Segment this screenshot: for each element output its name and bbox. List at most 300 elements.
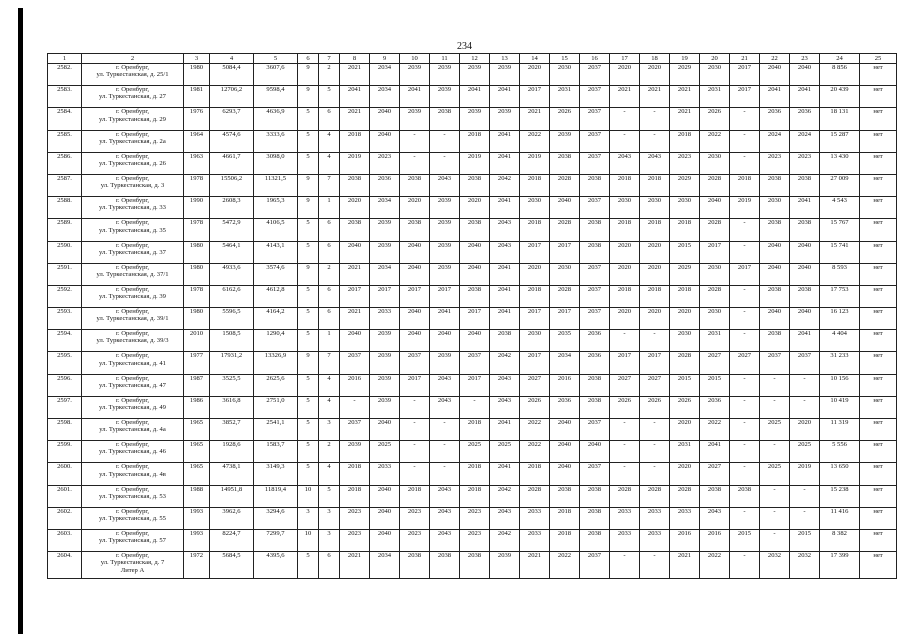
data-cell: 15 741 xyxy=(820,241,860,263)
row-number: 2585. xyxy=(48,130,82,152)
data-cell: 2040 xyxy=(790,308,820,330)
data-cell: нет xyxy=(860,241,897,263)
data-cell: 2041 xyxy=(340,86,370,108)
data-cell: 3607,6 xyxy=(254,64,298,86)
data-cell: 4574,6 xyxy=(210,130,254,152)
data-cell: 2020 xyxy=(520,64,550,86)
data-cell: - xyxy=(430,441,460,463)
data-cell: 2041 xyxy=(430,308,460,330)
data-cell: нет xyxy=(860,552,897,579)
data-cell: 2040 xyxy=(760,263,790,285)
data-cell: 5 xyxy=(298,419,319,441)
data-cell: 2036 xyxy=(370,174,400,196)
data-cell: 2040 xyxy=(790,241,820,263)
data-cell: 2040 xyxy=(370,485,400,507)
address-city: г. Оренбург, xyxy=(115,529,150,537)
data-cell: 1987 xyxy=(184,374,210,396)
address-street: ул. Туркестанская, д. 49 xyxy=(99,404,166,412)
data-cell: 2023 xyxy=(760,152,790,174)
data-cell: 2030 xyxy=(550,64,580,86)
row-number: 2602. xyxy=(48,507,82,529)
data-cell: 31 233 xyxy=(820,352,860,374)
page-edge-bar xyxy=(18,8,23,634)
column-header: 16 xyxy=(580,54,610,64)
column-header: 24 xyxy=(820,54,860,64)
table-row xyxy=(48,507,897,529)
address-cell xyxy=(82,285,184,307)
address-city: г. Оренбург, xyxy=(115,330,150,338)
data-cell: 2020 xyxy=(640,263,670,285)
data-cell: 5 xyxy=(298,108,319,130)
data-cell: 4612,8 xyxy=(254,285,298,307)
data-cell: 2039 xyxy=(370,330,400,352)
data-cell: 2038 xyxy=(400,552,430,579)
data-cell: 9 xyxy=(298,174,319,196)
address-city: г. Оренбург, xyxy=(115,152,150,160)
address-cell xyxy=(82,263,184,285)
data-cell: 2025 xyxy=(790,441,820,463)
data-cell: 2019 xyxy=(790,463,820,485)
data-cell: 2022 xyxy=(700,419,730,441)
address-city: г. Оренбург, xyxy=(115,463,150,471)
address-city: г. Оренбург, xyxy=(115,64,150,71)
address-city: г. Оренбург, xyxy=(115,308,150,316)
data-cell: 5 xyxy=(298,308,319,330)
data-cell: 1 xyxy=(319,330,340,352)
data-cell: 2041 xyxy=(790,330,820,352)
data-cell: 2041 xyxy=(700,441,730,463)
data-cell: 2020 xyxy=(670,308,700,330)
data-cell: - xyxy=(640,130,670,152)
data-cell: 2025 xyxy=(760,419,790,441)
data-cell: 2037 xyxy=(580,197,610,219)
data-cell: 2043 xyxy=(640,152,670,174)
data-cell: 2039 xyxy=(370,241,400,263)
data-cell: 1980 xyxy=(184,64,210,86)
data-cell: 2018 xyxy=(340,485,370,507)
data-cell: 2027 xyxy=(640,374,670,396)
data-cell: - xyxy=(610,330,640,352)
address-cell xyxy=(82,241,184,263)
data-cell: 18 131 xyxy=(820,108,860,130)
data-cell: 2037 xyxy=(580,552,610,579)
data-cell: 2030 xyxy=(700,308,730,330)
data-cell: 5464,1 xyxy=(210,241,254,263)
data-cell: 2017 xyxy=(400,285,430,307)
data-cell: 16 123 xyxy=(820,308,860,330)
data-cell: 2027 xyxy=(730,352,760,374)
table-row xyxy=(48,174,897,196)
data-cell: 5 xyxy=(319,86,340,108)
data-cell: 8 856 xyxy=(820,64,860,86)
data-cell: 5 xyxy=(298,552,319,579)
data-cell: 2039 xyxy=(430,241,460,263)
data-cell: 5 xyxy=(298,219,319,241)
data-cell: нет xyxy=(860,396,897,418)
data-cell: 2018 xyxy=(730,174,760,196)
table-row xyxy=(48,86,897,108)
data-cell: нет xyxy=(860,285,897,307)
data-cell: - xyxy=(430,419,460,441)
data-cell: 2019 xyxy=(730,197,760,219)
data-cell: 2034 xyxy=(370,86,400,108)
data-cell: 4 xyxy=(319,396,340,418)
table-row xyxy=(48,219,897,241)
data-cell: 27 009 xyxy=(820,174,860,196)
address-cell xyxy=(82,441,184,463)
data-cell: 2040 xyxy=(400,308,430,330)
data-cell: 2022 xyxy=(550,552,580,579)
data-cell: - xyxy=(730,507,760,529)
row-number: 2596. xyxy=(48,374,82,396)
data-cell: 1980 xyxy=(184,263,210,285)
column-header: 3 xyxy=(184,54,210,64)
data-cell: 2033 xyxy=(370,308,400,330)
data-cell: 2023 xyxy=(400,529,430,551)
data-cell: 2021 xyxy=(340,552,370,579)
data-cell: 2038 xyxy=(790,174,820,196)
data-cell: 2028 xyxy=(610,485,640,507)
data-cell: 2038 xyxy=(580,174,610,196)
data-cell: 2041 xyxy=(490,152,520,174)
data-cell: 2028 xyxy=(700,174,730,196)
table-row xyxy=(48,64,897,86)
data-cell: 2040 xyxy=(340,330,370,352)
data-cell: 2031 xyxy=(670,441,700,463)
data-cell: 2038 xyxy=(580,374,610,396)
address-street: ул. Туркестанская, д. 57 xyxy=(99,537,166,545)
data-cell: 2033 xyxy=(370,463,400,485)
data-cell: 2017 xyxy=(640,352,670,374)
data-cell: 4636,9 xyxy=(254,108,298,130)
data-cell: 2043 xyxy=(430,374,460,396)
data-cell: 11 416 xyxy=(820,507,860,529)
data-cell: 2034 xyxy=(550,352,580,374)
data-cell: 2020 xyxy=(670,419,700,441)
data-cell: 2030 xyxy=(520,330,550,352)
data-cell: - xyxy=(640,108,670,130)
building-register-table xyxy=(47,53,897,579)
data-cell: 17 399 xyxy=(820,552,860,579)
data-cell: 9598,4 xyxy=(254,86,298,108)
data-cell: 8224,7 xyxy=(210,529,254,551)
data-cell: 3852,7 xyxy=(210,419,254,441)
row-number: 2586. xyxy=(48,152,82,174)
data-cell: нет xyxy=(860,529,897,551)
address-cell xyxy=(82,197,184,219)
data-cell: 2035 xyxy=(550,330,580,352)
row-number: 2597. xyxy=(48,396,82,418)
address-city: г. Оренбург, xyxy=(115,352,150,360)
data-cell: 11 319 xyxy=(820,419,860,441)
data-cell: 2039 xyxy=(460,64,490,86)
data-cell: 2037 xyxy=(580,86,610,108)
data-cell: 2031 xyxy=(700,86,730,108)
data-cell: 3098,0 xyxy=(254,152,298,174)
data-cell: 2030 xyxy=(550,263,580,285)
data-cell: 2023 xyxy=(400,507,430,529)
data-cell: 9 xyxy=(298,263,319,285)
data-cell: 2020 xyxy=(610,241,640,263)
data-cell: 2034 xyxy=(370,552,400,579)
data-cell: нет xyxy=(860,64,897,86)
data-cell: 2021 xyxy=(670,108,700,130)
row-number: 2595. xyxy=(48,352,82,374)
data-cell: 5 xyxy=(298,396,319,418)
address-city: г. Оренбург, xyxy=(115,285,150,293)
data-cell: 2023 xyxy=(460,507,490,529)
data-cell: 2041 xyxy=(460,86,490,108)
data-cell: 2040 xyxy=(580,441,610,463)
data-cell: 2040 xyxy=(400,241,430,263)
data-cell: - xyxy=(730,285,760,307)
data-cell: 2025 xyxy=(760,463,790,485)
column-number-header-row xyxy=(48,54,897,64)
data-cell: 2018 xyxy=(610,174,640,196)
data-cell: 2020 xyxy=(400,197,430,219)
data-cell: 2037 xyxy=(580,308,610,330)
data-cell: 2019 xyxy=(520,152,550,174)
data-cell: 2041 xyxy=(490,197,520,219)
data-cell: 13 650 xyxy=(820,463,860,485)
data-cell: 5 xyxy=(298,152,319,174)
data-cell: 5 556 xyxy=(820,441,860,463)
data-cell: - xyxy=(760,396,790,418)
data-cell: - xyxy=(400,463,430,485)
data-cell: 2041 xyxy=(790,197,820,219)
row-number: 2604. xyxy=(48,552,82,579)
data-cell: 2030 xyxy=(760,197,790,219)
column-header: 7 xyxy=(319,54,340,64)
table-row xyxy=(48,485,897,507)
address-city: г. Оренбург, xyxy=(115,108,150,116)
data-cell: 17931,2 xyxy=(210,352,254,374)
data-cell: 2043 xyxy=(490,219,520,241)
data-cell: 2040 xyxy=(760,308,790,330)
address-street: ул. Туркестанская, д. 7 xyxy=(100,559,165,567)
data-cell: 1 xyxy=(319,197,340,219)
data-cell: 6162,6 xyxy=(210,285,254,307)
data-cell: 2031 xyxy=(550,86,580,108)
data-cell: 2038 xyxy=(430,552,460,579)
data-cell: 1290,4 xyxy=(254,330,298,352)
data-cell: 7 xyxy=(319,352,340,374)
data-cell: 2021 xyxy=(340,263,370,285)
data-cell: 2020 xyxy=(640,64,670,86)
data-cell: 1978 xyxy=(184,219,210,241)
data-cell: 5 xyxy=(298,130,319,152)
data-cell: 2040 xyxy=(790,64,820,86)
data-cell: - xyxy=(790,374,820,396)
data-cell: 2030 xyxy=(700,263,730,285)
data-cell: 2027 xyxy=(700,352,730,374)
data-cell: 2037 xyxy=(580,285,610,307)
data-cell: - xyxy=(730,152,760,174)
data-cell: 2023 xyxy=(340,529,370,551)
data-cell: 2020 xyxy=(610,64,640,86)
data-cell: 5 xyxy=(319,485,340,507)
address-cell xyxy=(82,64,184,86)
data-cell: - xyxy=(730,419,760,441)
data-cell: 2021 xyxy=(670,552,700,579)
address-cell xyxy=(82,130,184,152)
data-cell: 2025 xyxy=(460,441,490,463)
data-cell: - xyxy=(760,374,790,396)
address-cell xyxy=(82,463,184,485)
data-cell: 2020 xyxy=(640,241,670,263)
data-cell: 2040 xyxy=(760,64,790,86)
data-cell: 2022 xyxy=(700,130,730,152)
data-cell: 2018 xyxy=(340,463,370,485)
data-cell: нет xyxy=(860,130,897,152)
table-row xyxy=(48,463,897,485)
table-row xyxy=(48,285,897,307)
table-row xyxy=(48,396,897,418)
data-cell: 2043 xyxy=(490,396,520,418)
data-cell: 2024 xyxy=(760,130,790,152)
data-cell: 2036 xyxy=(700,396,730,418)
data-cell: - xyxy=(730,241,760,263)
data-cell: 2029 xyxy=(670,263,700,285)
row-number: 2598. xyxy=(48,419,82,441)
data-cell: 2036 xyxy=(580,352,610,374)
data-cell: 6 xyxy=(319,241,340,263)
data-cell: нет xyxy=(860,152,897,174)
data-cell: 2 xyxy=(319,263,340,285)
address-cell xyxy=(82,507,184,529)
data-cell: 2037 xyxy=(580,64,610,86)
address-street: ул. Туркестанская, д. 39 xyxy=(99,293,166,301)
data-cell: 2 xyxy=(319,64,340,86)
data-cell: 2041 xyxy=(400,86,430,108)
data-cell: 4395,6 xyxy=(254,552,298,579)
data-cell: 2039 xyxy=(460,108,490,130)
address-street: ул. Туркестанская, д. 47 xyxy=(99,381,166,389)
data-cell: 8 382 xyxy=(820,529,860,551)
address-city: г. Оренбург, xyxy=(115,374,150,382)
data-cell: 2019 xyxy=(460,152,490,174)
data-cell: 2039 xyxy=(430,86,460,108)
data-cell: 2040 xyxy=(370,529,400,551)
data-cell: 2040 xyxy=(790,263,820,285)
address-street: ул. Туркестанская, д. 37/1 xyxy=(96,270,169,278)
data-cell: 11321,5 xyxy=(254,174,298,196)
data-cell: 3 xyxy=(298,507,319,529)
data-cell: - xyxy=(430,463,460,485)
address-city: г. Оренбург, xyxy=(115,219,150,227)
address-city: г. Оренбург, xyxy=(115,263,150,271)
data-cell: 2017 xyxy=(430,285,460,307)
data-cell: 2043 xyxy=(430,174,460,196)
data-cell: 5 xyxy=(298,330,319,352)
data-cell: 2020 xyxy=(610,263,640,285)
data-cell: 9 xyxy=(298,197,319,219)
address-cell xyxy=(82,86,184,108)
data-cell: 15 287 xyxy=(820,130,860,152)
data-cell: - xyxy=(610,419,640,441)
data-cell: 2015 xyxy=(790,529,820,551)
data-cell: 2017 xyxy=(520,241,550,263)
data-cell: 2030 xyxy=(700,64,730,86)
data-cell: 1965 xyxy=(184,441,210,463)
address-city: г. Оренбург, xyxy=(115,396,150,404)
data-cell: 13326,9 xyxy=(254,352,298,374)
table-row xyxy=(48,108,897,130)
data-cell: 2017 xyxy=(730,86,760,108)
data-cell: 2025 xyxy=(370,441,400,463)
row-number: 2603. xyxy=(48,529,82,551)
data-cell: - xyxy=(400,441,430,463)
data-cell: 2018 xyxy=(550,507,580,529)
address-cell xyxy=(82,330,184,352)
data-cell: 2038 xyxy=(400,219,430,241)
data-cell: 2027 xyxy=(520,374,550,396)
data-cell: 2040 xyxy=(370,130,400,152)
data-cell: 1977 xyxy=(184,352,210,374)
address-city: г. Оренбург, xyxy=(115,552,150,560)
data-cell: 2021 xyxy=(610,86,640,108)
data-cell: - xyxy=(790,396,820,418)
data-cell: 1980 xyxy=(184,308,210,330)
data-cell: 2040 xyxy=(370,419,400,441)
data-cell: 2039 xyxy=(370,219,400,241)
data-cell: 2040 xyxy=(550,463,580,485)
data-cell: 2 xyxy=(319,441,340,463)
data-cell: 2625,6 xyxy=(254,374,298,396)
data-cell: 2036 xyxy=(580,330,610,352)
data-cell: 2039 xyxy=(400,64,430,86)
data-cell: 2038 xyxy=(460,285,490,307)
data-cell: 1965 xyxy=(184,419,210,441)
data-cell: 2042 xyxy=(490,352,520,374)
data-cell: 2043 xyxy=(430,396,460,418)
data-cell: 2016 xyxy=(340,374,370,396)
data-cell: - xyxy=(400,130,430,152)
data-cell: 2017 xyxy=(700,241,730,263)
data-cell: 2041 xyxy=(490,308,520,330)
data-cell: 2028 xyxy=(700,285,730,307)
data-cell: 3 xyxy=(319,419,340,441)
data-cell: 2541,1 xyxy=(254,419,298,441)
data-cell: 2010 xyxy=(184,330,210,352)
data-cell: 2037 xyxy=(790,352,820,374)
data-cell: 2015 xyxy=(730,529,760,551)
data-cell: 2018 xyxy=(460,463,490,485)
data-cell: 4 404 xyxy=(820,330,860,352)
data-cell: 12706,2 xyxy=(210,86,254,108)
data-cell: 2034 xyxy=(370,263,400,285)
data-cell: 2020 xyxy=(640,308,670,330)
data-cell: 2015 xyxy=(670,241,700,263)
address-street: ул. Туркестанская, д. 4а xyxy=(99,426,166,434)
data-cell: 2017 xyxy=(730,64,760,86)
data-cell: 4106,5 xyxy=(254,219,298,241)
address-cell xyxy=(82,529,184,551)
data-cell: 2039 xyxy=(490,552,520,579)
data-cell: 2029 xyxy=(670,174,700,196)
address-street: ул. Туркестанская, д. 25/1 xyxy=(96,71,169,79)
data-cell: - xyxy=(760,485,790,507)
data-cell: 2034 xyxy=(370,197,400,219)
column-header: 18 xyxy=(640,54,670,64)
row-number: 2587. xyxy=(48,174,82,196)
data-cell: 2017 xyxy=(460,308,490,330)
data-cell: 5596,5 xyxy=(210,308,254,330)
row-number: 2601. xyxy=(48,485,82,507)
data-cell: - xyxy=(430,130,460,152)
data-cell: 2015 xyxy=(700,374,730,396)
address-street: ул. Туркестанская, д. 27 xyxy=(99,93,166,101)
